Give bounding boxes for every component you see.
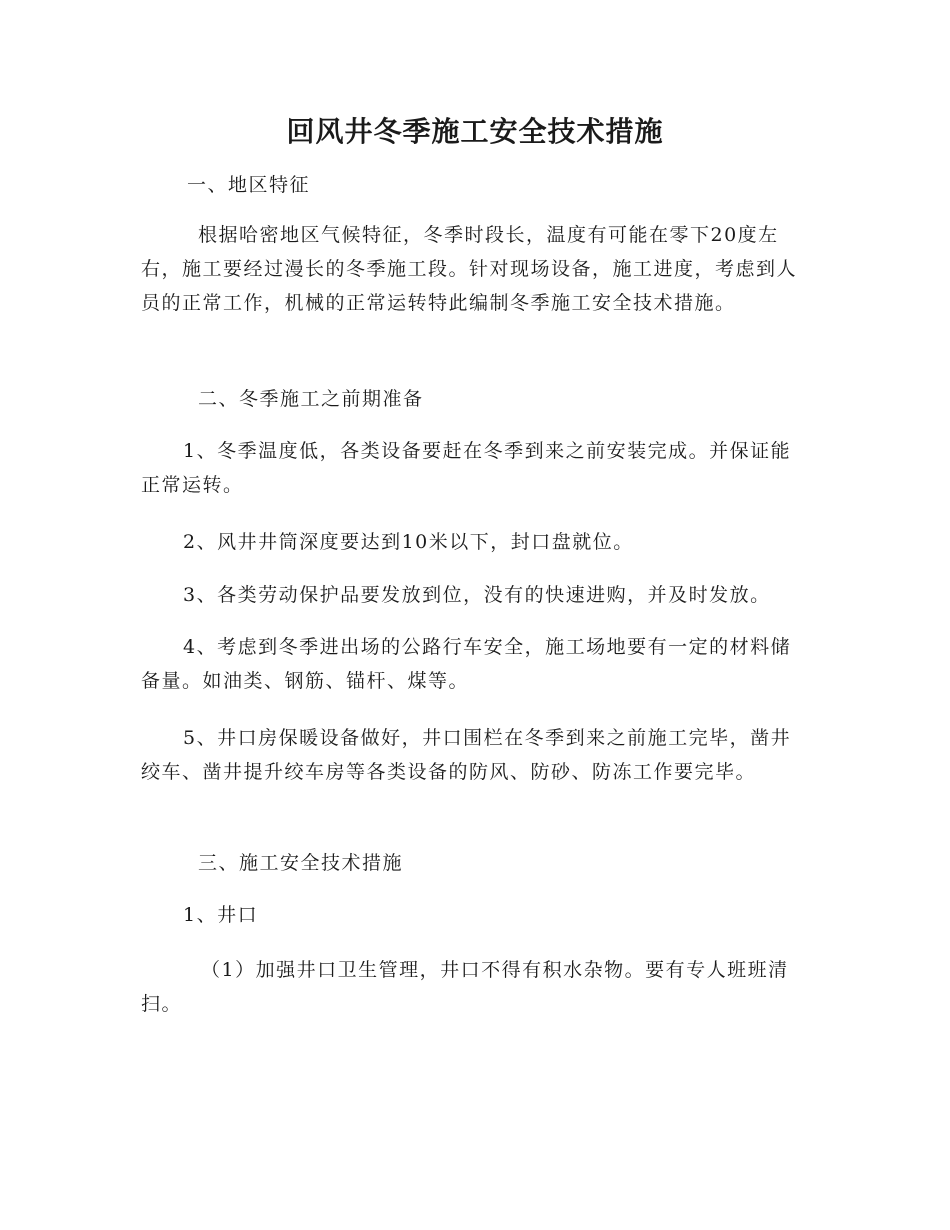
subsection-heading-wellhead: 1、井口 (183, 904, 259, 926)
list-item-wellhead-1: （1）加强井口卫生管理，井口不得有积水杂物。要有专人班班清扫。 (141, 959, 789, 1015)
list-item-preparation-4: 4、考虑到冬季进出场的公路行车安全，施工场地要有一定的材料储备量。如油类、钢筋、锚杆、煤等。 (141, 636, 792, 692)
list-item-preparation-5: 5、井口房保暖设备做好，井口围栏在冬季到来之前施工完毕，凿井绞车、凿井提升绞车房等各类设备的防风、防砂、防冻工作要完毕。 (141, 727, 792, 783)
section-heading-region: 一、地区特征 (187, 174, 311, 196)
list-item-preparation-1: 1、冬季温度低，各类设备要赶在冬季到来之前安装完成。并保证能正常运转。 (141, 440, 792, 496)
section-heading-safety-measures: 三、施工安全技术措施 (198, 852, 404, 874)
list-item-preparation-3: 3、各类劳动保护品要发放到位，没有的快速进购，并及时发放。 (183, 584, 771, 606)
section-heading-preparation: 二、冬季施工之前期准备 (198, 388, 424, 410)
paragraph-region-features: 根据哈密地区气候特征，冬季时段长，温度有可能在零下20度左右，施工要经过漫长的冬季施工段。针对现场设备，施工进度，考虑到人员的正常工作，机械的正常运转特此编制冬季施工安全技术措施。 (141, 224, 798, 314)
list-item-preparation-2: 2、风井井筒深度要达到10米以下，封口盘就位。 (183, 531, 634, 553)
document-title: 回风井冬季施工安全技术措施 (286, 115, 664, 148)
